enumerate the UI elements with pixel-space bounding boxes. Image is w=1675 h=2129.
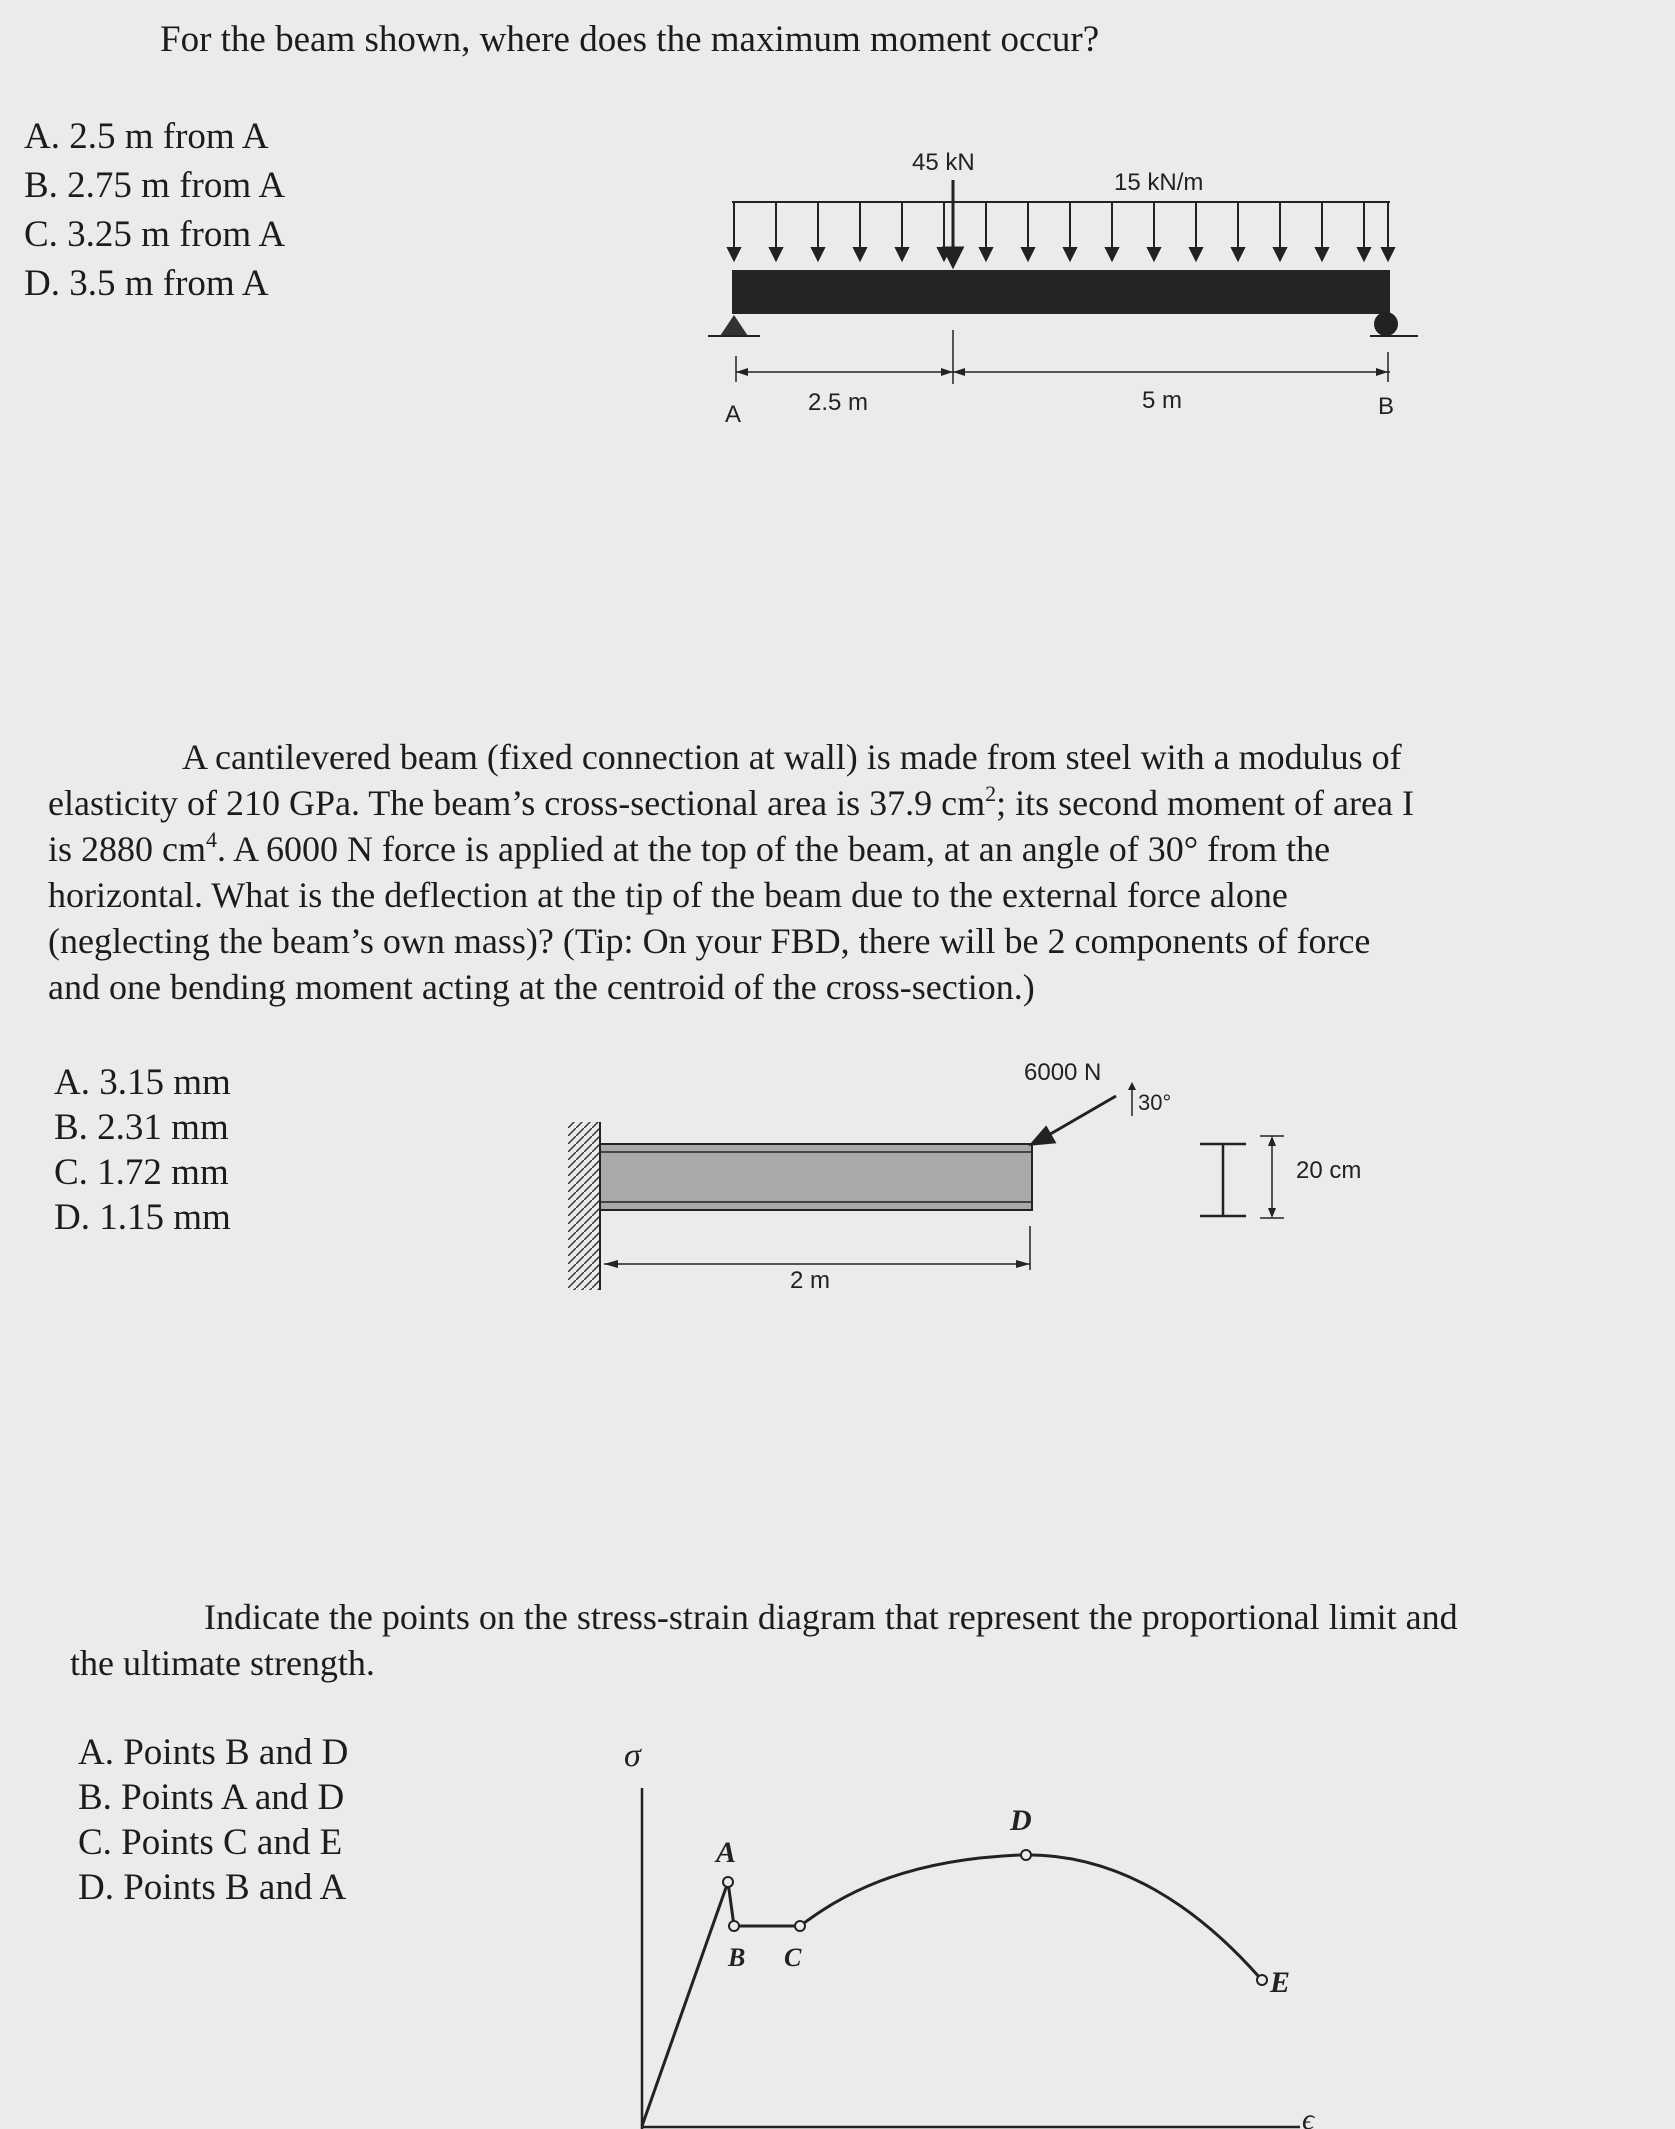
pin-support-a [720, 315, 748, 336]
applied-force-arrow [1032, 1096, 1116, 1144]
question-1-options [24, 112, 285, 308]
question-3-prompt [70, 1594, 1458, 1686]
question-3-option-c[interactable]: C. Points C and E [78, 1822, 343, 1863]
support-a-label: A [725, 401, 742, 428]
point-d-label: D [1010, 1804, 1032, 1837]
question-1-option-c[interactable]: C. 3.25 m from A [24, 214, 286, 255]
simply-supported-beam-diagram [700, 130, 1420, 440]
question-2-option-c[interactable]: C. 1.72 mm [54, 1152, 229, 1193]
question-1-option-a[interactable]: A. 2.5 m from A [24, 116, 269, 157]
point-a-marker [723, 1877, 733, 1887]
span-right-label: 5 m [1142, 387, 1183, 414]
question-3-line-2: the ultimate strength. [70, 1643, 375, 1683]
question-2-option-a[interactable]: A. 3.15 mm [54, 1062, 231, 1103]
point-load-arrow [944, 180, 962, 266]
distributed-load-label: 15 kN/m [1114, 169, 1204, 196]
point-c-marker [795, 1921, 805, 1931]
point-e-label: E [1270, 1966, 1291, 1999]
question-3-options [78, 1730, 348, 1910]
stress-strain-diagram [600, 1730, 1340, 2129]
question-3-option-a[interactable]: A. Points B and D [78, 1732, 349, 1773]
point-d-marker [1021, 1850, 1031, 1860]
cantilever-beam [600, 1144, 1032, 1210]
point-c-label: C [784, 1943, 802, 1972]
question-2-line-3: is 2880 $cm^4$. A 6000 N force is applied at the top of the beam, at an angle of 30° from the [48, 827, 1331, 869]
i-beam-cross-section-icon [1200, 1144, 1246, 1216]
question-3-option-b[interactable]: B. Points A and D [78, 1777, 345, 1818]
point-load-label: 45 kN [912, 149, 975, 176]
question-2-options [54, 1060, 231, 1240]
question-3-line-1: Indicate the points on the stress-strain diagram that represent the proportional limit and [204, 1597, 1458, 1637]
beam [732, 270, 1390, 314]
question-2-prompt [48, 734, 1414, 1010]
distributed-load-arrows [728, 202, 1394, 260]
question-2-line-1: A cantilevered beam (fixed connection at wall) is made from steel with a modulus of [182, 737, 1402, 777]
roller-support-b [1374, 312, 1398, 336]
depth-label: 20 cm [1296, 1157, 1362, 1184]
question-2-option-b[interactable]: B. 2.31 mm [54, 1107, 229, 1148]
question-3-option-d[interactable]: D. Points B and A [78, 1867, 347, 1908]
question-2-line-4: horizontal. What is the deflection at the tip of the beam due to the external force alone [48, 875, 1288, 915]
point-b-marker [729, 1921, 739, 1931]
stress-strain-curve [642, 1855, 1260, 2126]
point-b-label: B [728, 1943, 746, 1972]
fixed-wall [568, 1122, 600, 1290]
question-2-line-5: (neglecting the beam’s own mass)? (Tip: On your FBD, there will be 2 components of force [48, 921, 1371, 961]
question-2-line-2: elasticity of 210 GPa. The beam’s cross-sectional area is 37.9 $cm^2$; its second moment of area I [48, 781, 1414, 823]
support-b-label: B [1378, 393, 1395, 420]
cantilever-beam-diagram [560, 1040, 1390, 1290]
point-e-marker [1257, 1975, 1267, 1985]
length-label: 2 m [790, 1267, 831, 1290]
question-2-option-d[interactable]: D. 1.15 mm [54, 1197, 231, 1238]
span-left-label: 2.5 m [808, 389, 869, 416]
point-a-label: A [716, 1836, 737, 1869]
question-1-option-d[interactable]: D. 3.5 m from A [24, 263, 269, 304]
question-1-option-b[interactable]: B. 2.75 m from A [24, 165, 286, 206]
question-1-prompt: For the beam shown, where does the maximum moment occur? [160, 19, 1100, 60]
force-label: 6000 N [1024, 1059, 1102, 1086]
x-axis-label: ϵ [1302, 2103, 1315, 2129]
angle-label: 30° [1138, 1090, 1172, 1115]
y-axis-label: σ [624, 1737, 641, 1774]
question-2-line-6: and one bending moment acting at the centroid of the cross-section.) [48, 967, 1035, 1007]
